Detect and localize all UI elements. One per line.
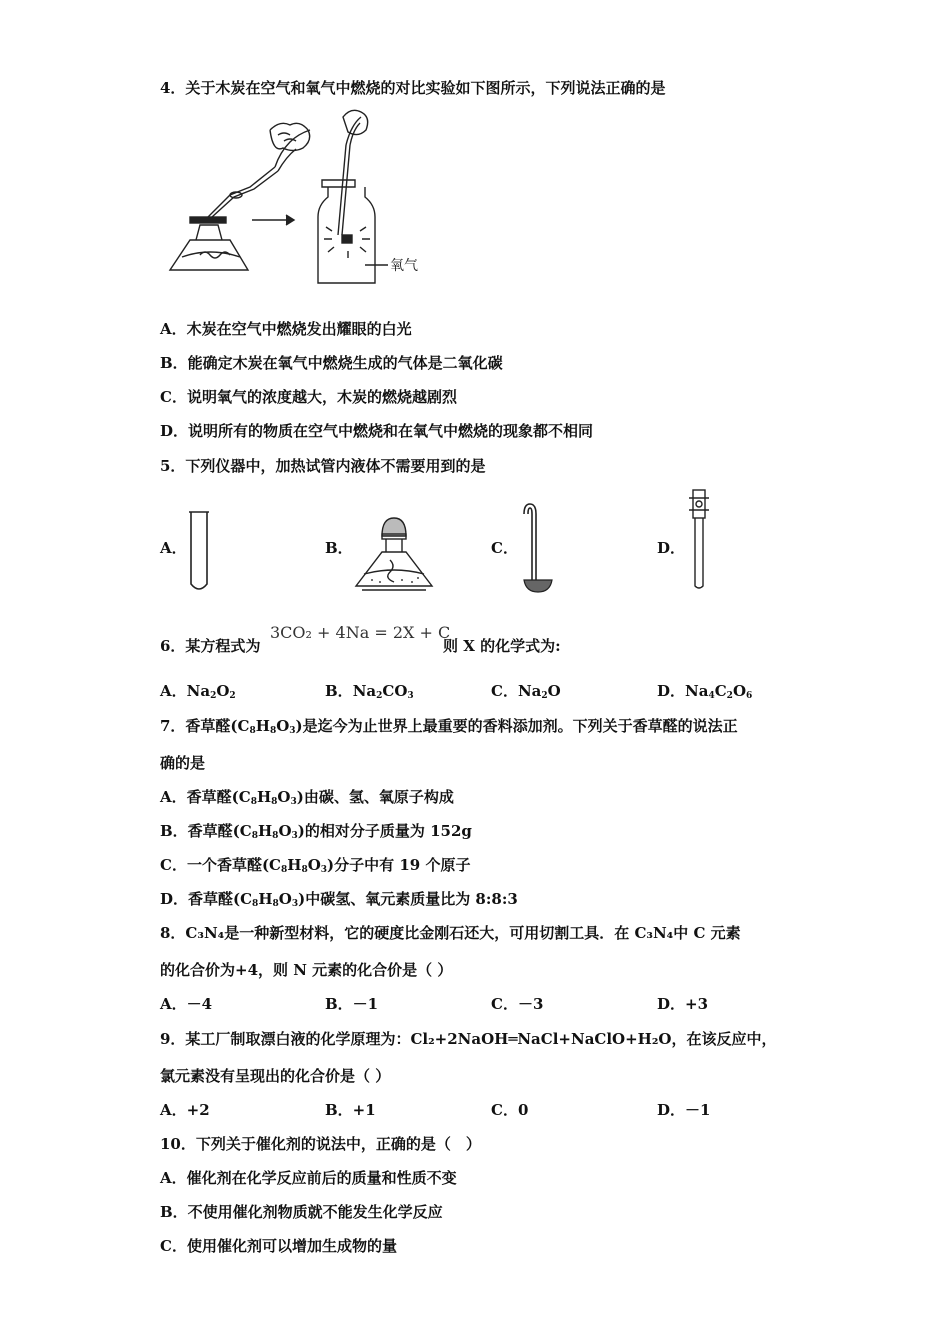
q10-option-b: B．不使用催化剂物质就不能发生化学反应 bbox=[160, 1203, 443, 1221]
q6-equation: 3CO₂ + 4Na = 2X + C bbox=[270, 623, 451, 642]
q6-option-c: C．$Na_2O$ bbox=[491, 682, 561, 701]
q8-option-a: A．－4 bbox=[160, 995, 213, 1013]
q7-option-c: C．一个香草醛$(C_8H_8O_3)$分子中有 19 个原子 bbox=[160, 856, 471, 875]
q5-stem: 5．下列仪器中，加热试管内液体不需要用到的是 bbox=[160, 457, 486, 475]
q9-option-b: B．+1 bbox=[325, 1101, 376, 1119]
q5-option-d: D． bbox=[657, 539, 686, 557]
alcohol-lamp-icon bbox=[352, 512, 436, 596]
q10-stem: 10．下列关于催化剂的说法中，正确的是（ ） bbox=[160, 1135, 481, 1153]
q5-option-c: C． bbox=[491, 539, 518, 557]
q9-option-c: C．0 bbox=[491, 1101, 529, 1119]
q10-option-c: C．使用催化剂可以增加生成物的量 bbox=[160, 1237, 397, 1255]
q8-option-c: C．－3 bbox=[491, 995, 544, 1013]
q7-stem-line2: 确的是 bbox=[160, 754, 206, 772]
q8-option-b: B．－1 bbox=[325, 995, 379, 1013]
q9-stem-line2: 氯元素没有呈现出的化合价是（ ） bbox=[160, 1067, 391, 1085]
q4-option-d: D．说明所有的物质在空气中燃烧和在氧气中燃烧的现象都不相同 bbox=[160, 422, 594, 440]
q4-option-b: B．能确定木炭在氧气中燃烧生成的气体是二氧化碳 bbox=[160, 354, 503, 372]
q9-option-d: D．－1 bbox=[657, 1101, 711, 1119]
q7-option-d: D．香草醛$(C_8H_8O_3)$中碳氢、氧元素质量比为 8:8:3 bbox=[160, 890, 518, 909]
test-tube-icon bbox=[186, 508, 212, 596]
q7-option-b: B．香草醛$(C_8H_8O_3)$的相对分子质量为 152g bbox=[160, 822, 472, 841]
q8-option-d: D．+3 bbox=[657, 995, 709, 1013]
q4-option-c: C．说明氧气的浓度越大，木炭的燃烧越剧烈 bbox=[160, 388, 457, 406]
q6-stem-prefix: 6．某方程式为 bbox=[160, 637, 261, 655]
q6-option-b: B．$Na_2CO_3$ bbox=[325, 682, 414, 701]
tube-holder-icon bbox=[683, 486, 713, 594]
q7-stem-line1: 7．香草醛$(C_8H_8O_3)$是迄今为止世界上最重要的香料添加剂。下列关于香草醛的说法正 bbox=[160, 717, 738, 736]
formula: $Na_2O_2$ bbox=[186, 682, 236, 701]
q7-option-a: A．香草醛$(C_8H_8O_3)$由碳、氢、氧原子构成 bbox=[160, 788, 454, 807]
formula: $Na_2O$ bbox=[517, 682, 561, 701]
q8-stem-line2: 的化合价为+4，则 N 元素的化合价是（ ） bbox=[160, 961, 453, 979]
q5-option-a: A． bbox=[160, 539, 187, 557]
q5-option-b: B． bbox=[325, 539, 353, 557]
q4-option-a: A．木炭在空气中燃烧发出耀眼的白光 bbox=[160, 320, 412, 338]
q9-option-a: A．+2 bbox=[160, 1101, 210, 1119]
q6-option-d: D．$Na_4C_2O_6$ bbox=[657, 682, 753, 701]
q10-option-a: A．催化剂在化学反应前后的质量和性质不变 bbox=[160, 1169, 457, 1187]
q6-stem-suffix: 则 X 的化学式为: bbox=[443, 637, 561, 655]
q9-stem-line1: 9．某工厂制取漂白液的化学原理为：Cl₂+2NaOH═NaCl+NaClO+H₂O，在该反应中， bbox=[160, 1030, 777, 1048]
formula: $Na_2CO_3$ bbox=[352, 682, 414, 701]
charcoal-combustion-figure bbox=[160, 105, 440, 290]
q6-option-a: A．$Na_2O_2$ bbox=[160, 682, 236, 701]
oxygen-label: 氧气 bbox=[390, 258, 418, 274]
q8-stem-line1: 8．C₃N₄是一种新型材料，它的硬度比金刚石还大，可用切割工具．在 C₃N₄中 C 元素 bbox=[160, 924, 741, 942]
q4-stem: 4．关于木炭在空气和氧气中燃烧的对比实验如下图所示，下列说法正确的是 bbox=[160, 79, 666, 97]
formula: $Na_4C_2O_6$ bbox=[685, 682, 753, 701]
combustion-spoon-icon bbox=[518, 500, 568, 596]
